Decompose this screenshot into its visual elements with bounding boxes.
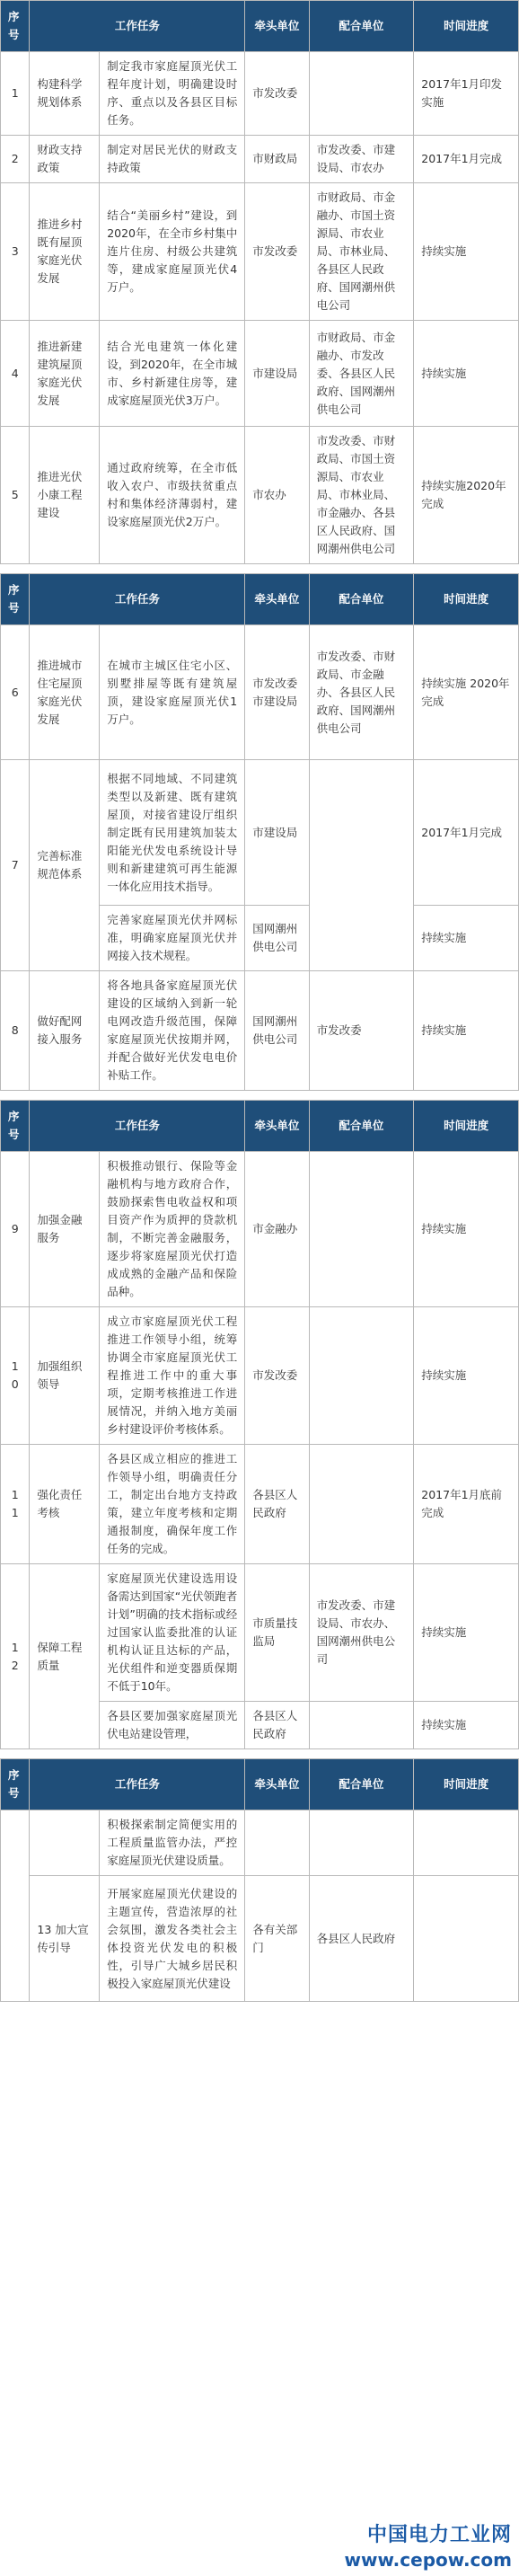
task-desc-cell: 积极推动银行、保险等金融机构与地方政府合作，鼓励探索售电收益权和项目资产作为质押的贷款机制，不断完善金融服务，逐步将家庭屋顶光伏打造成成熟的金融产品和保险品种。: [100, 1152, 245, 1307]
coop-unit-cell: 市财政局、市金融办、市发改委、各县区人民政府、国网潮州供电公司: [309, 321, 414, 427]
progress-cell: [414, 1810, 519, 1876]
header-coop: 配合单位: [309, 1759, 414, 1810]
task-name-cell: 推进新建建筑屋顶家庭光伏发展: [30, 321, 100, 427]
coop-unit-cell: 市发改委、市财政局、市国土资源局、市农业局、市林业局、市金融办、各县区人民政府、国网潮州供电公司: [309, 427, 414, 564]
progress-cell: 持续实施 2020年完成: [414, 625, 519, 760]
progress-cell: 持续实施: [414, 971, 519, 1091]
task-desc-cell: 结合光电建筑一体化建设，到2020年，在全市城市、乡村新建住房等，建成家庭屋顶光伏3万户。: [100, 321, 245, 427]
task-desc-cell: 各县区成立相应的推进工作领导小组，明确责任分工，制定出台地方支持政策，建立年度考核和定期通报制度，确保年度工作任务的完成。: [100, 1445, 245, 1564]
coop-unit-cell: [309, 52, 414, 136]
task-desc-cell: 积极探索制定简便实用的工程质量监管办法，严控家庭屋顶光伏建设质量。: [100, 1810, 245, 1876]
coop-unit-cell: 市发改委、市建设局、市农办、国网潮州供电公司: [309, 1564, 414, 1702]
table-row: [1, 1876, 519, 2002]
table-row: [1, 321, 519, 427]
progress-cell: [414, 1876, 519, 2002]
task-name-cell: 构建科学规划体系: [30, 52, 100, 136]
table-row: [1, 1307, 519, 1445]
seq-cell: 10: [1, 1307, 30, 1445]
task-desc-cell: 根据不同地域、不同建筑类型以及新建、既有建筑屋顶，对接省建设厅组织制定既有民用建筑加装太阳能光伏发电系统设计导则和新建建筑可再生能源一体化应用技术指导。: [100, 760, 245, 906]
task-name-cell: 完善标准规范体系: [30, 760, 100, 971]
lead-unit-cell: [245, 1810, 309, 1876]
lead-unit-cell: 各有关部门: [245, 1876, 309, 2002]
table-row: [1, 760, 519, 906]
seq-cell: 4: [1, 321, 30, 427]
coop-unit-cell: [309, 1445, 414, 1564]
progress-cell: 2017年1月印发实施: [414, 52, 519, 136]
coop-unit-cell: 市发改委: [309, 971, 414, 1091]
progress-cell: 持续实施: [414, 1702, 519, 1749]
lead-unit-cell: 市质量技监局: [245, 1564, 309, 1702]
seq-cell: 9: [1, 1152, 30, 1307]
task-name-cell: 保障工程质量: [30, 1564, 100, 1749]
seq-cell: 5: [1, 427, 30, 564]
task-table-section-1: [0, 0, 519, 564]
lead-unit-cell: 市建设局: [245, 760, 309, 906]
table-row: [1, 1445, 519, 1564]
task-name-cell: 推进城市住宅屋顶家庭光伏发展: [30, 625, 100, 760]
table-row: [1, 1152, 519, 1307]
watermark: [323, 2523, 512, 2572]
task-desc-cell: 家庭屋顶光伏建设选用设备需达到国家“光伏领跑者计划”明确的技术指标或经过国家认监委批准的认证机构认证且达标的产品，光伏组件和逆变器质保期不低于10年。: [100, 1564, 245, 1702]
section-gap: [0, 1749, 519, 1758]
lead-unit-cell: 市建设局: [245, 321, 309, 427]
seq-cell: 7: [1, 760, 30, 971]
task-desc-cell: 将各地具备家庭屋顶光伏建设的区域纳入到新一轮电网改造升级范围，保障家庭屋顶光伏按期并网，并配合做好光伏发电电价补贴工作。: [100, 971, 245, 1091]
task-desc-cell: 完善家庭屋顶光伏并网标准，明确家庭屋顶光伏并网接入技术规程。: [100, 906, 245, 971]
header-coop: 配合单位: [309, 574, 414, 625]
task-name-cell: 做好配网接入服务: [30, 971, 100, 1091]
task-name-cell: 推进光伏小康工程建设: [30, 427, 100, 564]
header-seq: 序号: [1, 1101, 30, 1152]
header-seq: 序号: [1, 574, 30, 625]
seq-cell: [1, 1810, 30, 2002]
header-progress: 时间进度: [414, 1759, 519, 1810]
seq-cell: 3: [1, 183, 30, 321]
seq-cell: 11: [1, 1445, 30, 1564]
task-desc-cell: 结合“美丽乡村”建设，到2020年，在全市乡村集中连片住房、村级公共建筑等，建成家庭屋顶光伏4万户。: [100, 183, 245, 321]
coop-unit-cell: [309, 1307, 414, 1445]
lead-unit-cell: 市发改委: [245, 52, 309, 136]
coop-unit-cell: [309, 1152, 414, 1307]
seq-cell: 12: [1, 1564, 30, 1749]
task-desc-cell: 制定我市家庭屋顶光伏工程年度计划，明确建设时序、重点以及各县区目标任务。: [100, 52, 245, 136]
task-name-cell: 13 加大宣传引导: [30, 1876, 100, 2002]
seq-cell: 8: [1, 971, 30, 1091]
progress-cell: 持续实施: [414, 321, 519, 427]
table-row: [1, 1810, 519, 1876]
table-header-row: [1, 1101, 519, 1152]
progress-cell: 持续实施: [414, 1307, 519, 1445]
table-header-row: [1, 1, 519, 52]
coop-unit-cell: 市发改委、市财政局、市金融办、各县区人民政府、国网潮州供电公司: [309, 625, 414, 760]
coop-unit-cell: [309, 760, 414, 971]
coop-unit-cell: 持续实施: [414, 906, 519, 971]
table-row: [1, 52, 519, 136]
table-row: [1, 625, 519, 760]
table-row: [1, 1564, 519, 1702]
header-coop: 配合单位: [309, 1, 414, 52]
task-desc-cell: 制定对居民光伏的财政支持政策: [100, 136, 245, 183]
progress-cell: 持续实施: [414, 183, 519, 321]
lead-unit-cell: 国网潮州供电公司: [245, 971, 309, 1091]
header-task: 工作任务: [30, 1, 245, 52]
coop-unit-cell: [309, 1702, 414, 1749]
section-gap: [0, 1091, 519, 1100]
task-name-cell: 推进乡村既有屋顶家庭光伏发展: [30, 183, 100, 321]
task-desc-cell: 各县区要加强家庭屋顶光伏电站建设管理，: [100, 1702, 245, 1749]
seq-cell: 2: [1, 136, 30, 183]
lead-unit-cell: 市财政局: [245, 136, 309, 183]
table-row: [1, 136, 519, 183]
seq-cell: 1: [1, 52, 30, 136]
task-desc-cell: 开展家庭屋顶光伏建设的主题宣传，营造浓厚的社会氛围，激发各类社会主体投资光伏发电的积极性，引导广大城乡居民积极投入家庭屋顶光伏建设: [100, 1876, 245, 2002]
lead-unit-cell: 市发改委: [245, 1307, 309, 1445]
table-row: [1, 971, 519, 1091]
lead-unit-cell: 国网潮州供电公司: [245, 906, 309, 971]
progress-cell: 持续实施: [414, 1564, 519, 1702]
coop-unit-cell: 市发改委、市建设局、市农办: [309, 136, 414, 183]
progress-cell: 持续实施: [414, 1152, 519, 1307]
header-coop: 配合单位: [309, 1101, 414, 1152]
progress-cell: 2017年1月完成: [414, 760, 519, 906]
coop-unit-cell: 市财政局、市金融办、市国土资源局、市农业局、市林业局、各县区人民政府、国网潮州供电公司: [309, 183, 414, 321]
header-progress: 时间进度: [414, 1101, 519, 1152]
task-table-section-4: [0, 1758, 519, 2002]
header-task: 工作任务: [30, 1759, 245, 1810]
header-lead: 牵头单位: [245, 574, 309, 625]
watermark-url: www.cepow.com: [344, 2549, 512, 2571]
lead-unit-cell: 市农办: [245, 427, 309, 564]
task-name-cell: 财政支持政策: [30, 136, 100, 183]
seq-cell: 6: [1, 625, 30, 760]
lead-unit-cell: 各县区人民政府: [245, 1702, 309, 1749]
lead-unit-cell: 市发改委: [245, 183, 309, 321]
header-progress: 时间进度: [414, 574, 519, 625]
coop-unit-cell: [309, 1810, 414, 1876]
lead-unit-cell: 市发改委市建设局: [245, 625, 309, 760]
task-name-cell: 加强组织领导: [30, 1307, 100, 1445]
table-header-row: [1, 1759, 519, 1810]
table-row: [1, 427, 519, 564]
lead-unit-cell: 各县区人民政府: [245, 1445, 309, 1564]
task-name-cell: 强化责任考核: [30, 1445, 100, 1564]
task-table-section-2: [0, 573, 519, 1091]
header-task: 工作任务: [30, 1101, 245, 1152]
header-lead: 牵头单位: [245, 1759, 309, 1810]
progress-cell: 2017年1月底前完成: [414, 1445, 519, 1564]
task-name-cell: 加强金融服务: [30, 1152, 100, 1307]
header-lead: 牵头单位: [245, 1, 309, 52]
table-row: [1, 183, 519, 321]
task-name-cell: [30, 1810, 100, 1876]
progress-cell: 2017年1月完成: [414, 136, 519, 183]
header-seq: 序号: [1, 1759, 30, 1810]
header-seq: 序号: [1, 1, 30, 52]
header-task: 工作任务: [30, 574, 245, 625]
header-progress: 时间进度: [414, 1, 519, 52]
lead-unit-cell: 市金融办: [245, 1152, 309, 1307]
task-desc-cell: 在城市主城区住宅小区、别墅排屋等既有建筑屋顶，建设家庭屋顶光伏1万户。: [100, 625, 245, 760]
task-desc-cell: 成立市家庭屋顶光伏工程推进工作领导小组，统筹协调全市家庭屋顶光伏工程推进工作中的重大事项，定期考核推进工作进展情况，并纳入地方美丽乡村建设评价考核体系。: [100, 1307, 245, 1445]
watermark-title: 中国电力工业网: [366, 2524, 512, 2546]
progress-cell: 持续实施2020年完成: [414, 427, 519, 564]
coop-unit-cell: 各县区人民政府: [309, 1876, 414, 2002]
task-table-section-3: [0, 1100, 519, 1749]
section-gap: [0, 564, 519, 573]
table-header-row: [1, 574, 519, 625]
task-desc-cell: 通过政府统筹，在全市低收入农户、市级扶贫重点村和集体经济薄弱村，建设家庭屋顶光伏2万户。: [100, 427, 245, 564]
header-lead: 牵头单位: [245, 1101, 309, 1152]
